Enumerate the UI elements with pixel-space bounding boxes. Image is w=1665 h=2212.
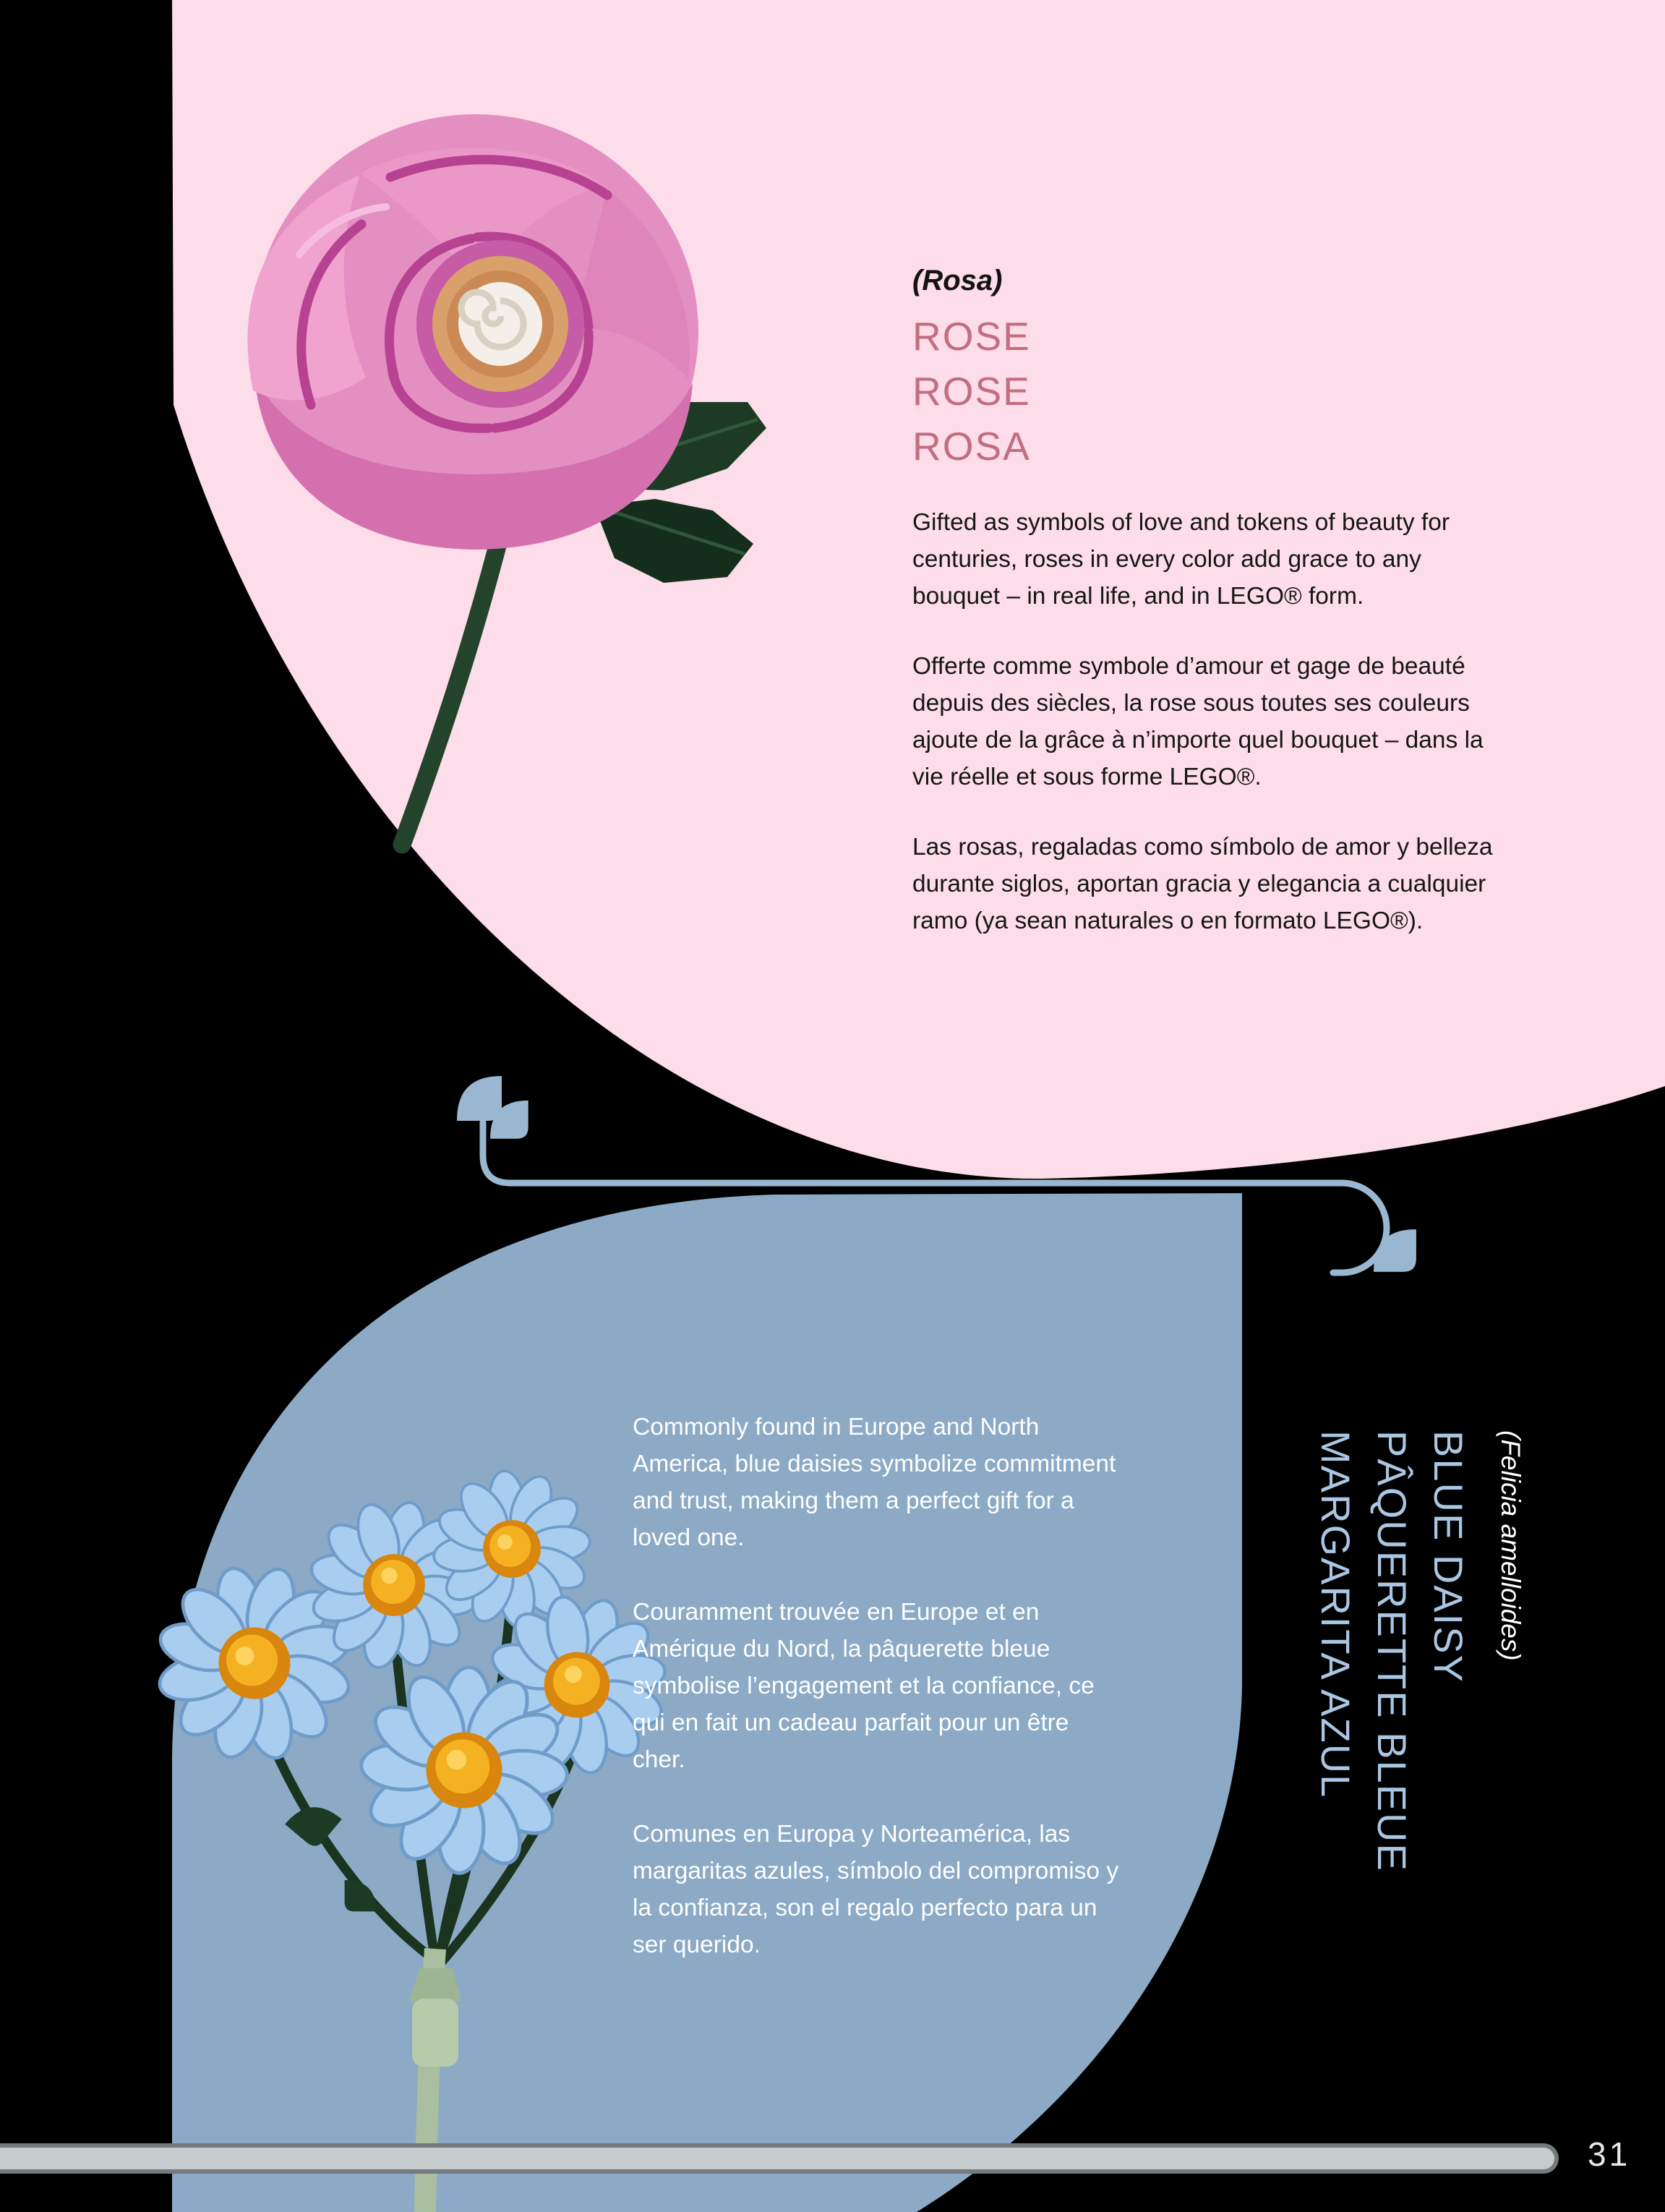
divider-leaf-icon [1374,1229,1416,1272]
rose-title-fr: ROSE [912,369,1031,414]
daisy-paragraph-spanish: Comunes en Europa y Norteamérica, las margaritas azules, símbolo del compromiso y la confianza, son el regalo perfecto para un ser querido. [633,1821,1119,1958]
rose-latin-name: (Rosa) [912,265,1003,296]
daisy-title-es: MARGARITA AZUL [1313,1430,1358,1799]
daisy-paragraph-english: Commonly found in Europe and North America, blue daisies symbolize commitment and trust, making them a perfect gift for a loved one. [633,1414,1116,1551]
rose-title-es: ROSA [912,424,1031,469]
daisy-paragraph-french: Couramment trouvée en Europe et en Amérique du Nord, la pâquerette bleue symbolise l’engagement et la confiance, ce qui en fait un cadeau parfait pour un être cher. [633,1599,1095,1773]
daisy-title-fr: PÂQUERETTE BLEUE [1369,1430,1415,1872]
daisy-latin-name: (Felicia amelloides) [1496,1430,1525,1661]
rose-paragraph-english: Gifted as symbols of love and tokens of beauty for centuries, roses in every color add grace to any bouquet – in real life, and in LEGO® form. [912,509,1450,610]
rose-paragraph-spanish: Las rosas, regaladas como símbolo de amor y belleza durante siglos, aportan gracia y elegancia a cualquier ramo (ya sean naturales o en formato LEGO®). [912,834,1493,934]
daisy-section [633,1409,1139,2001]
page-progress-bar [0,2143,1559,2174]
daisy-title-en: BLUE DAISY [1426,1430,1471,1683]
rose-paragraph-french: Offerte comme symbole d’amour et gage de beauté depuis des siècles, la rose sous toutes ses couleurs ajoute de la grâce à n’importe quel bouquet – dans la vie réelle et sous forme LEGO®. [912,653,1484,790]
daisy-vertical-titles [1301,1430,1525,2182]
page-number: 31 [1588,2135,1631,2173]
rose-title-en: ROSE [912,314,1031,359]
rose-paragraphs [912,504,1527,939]
divider-leaf-icon [457,1076,502,1121]
rose-section [912,265,1527,973]
